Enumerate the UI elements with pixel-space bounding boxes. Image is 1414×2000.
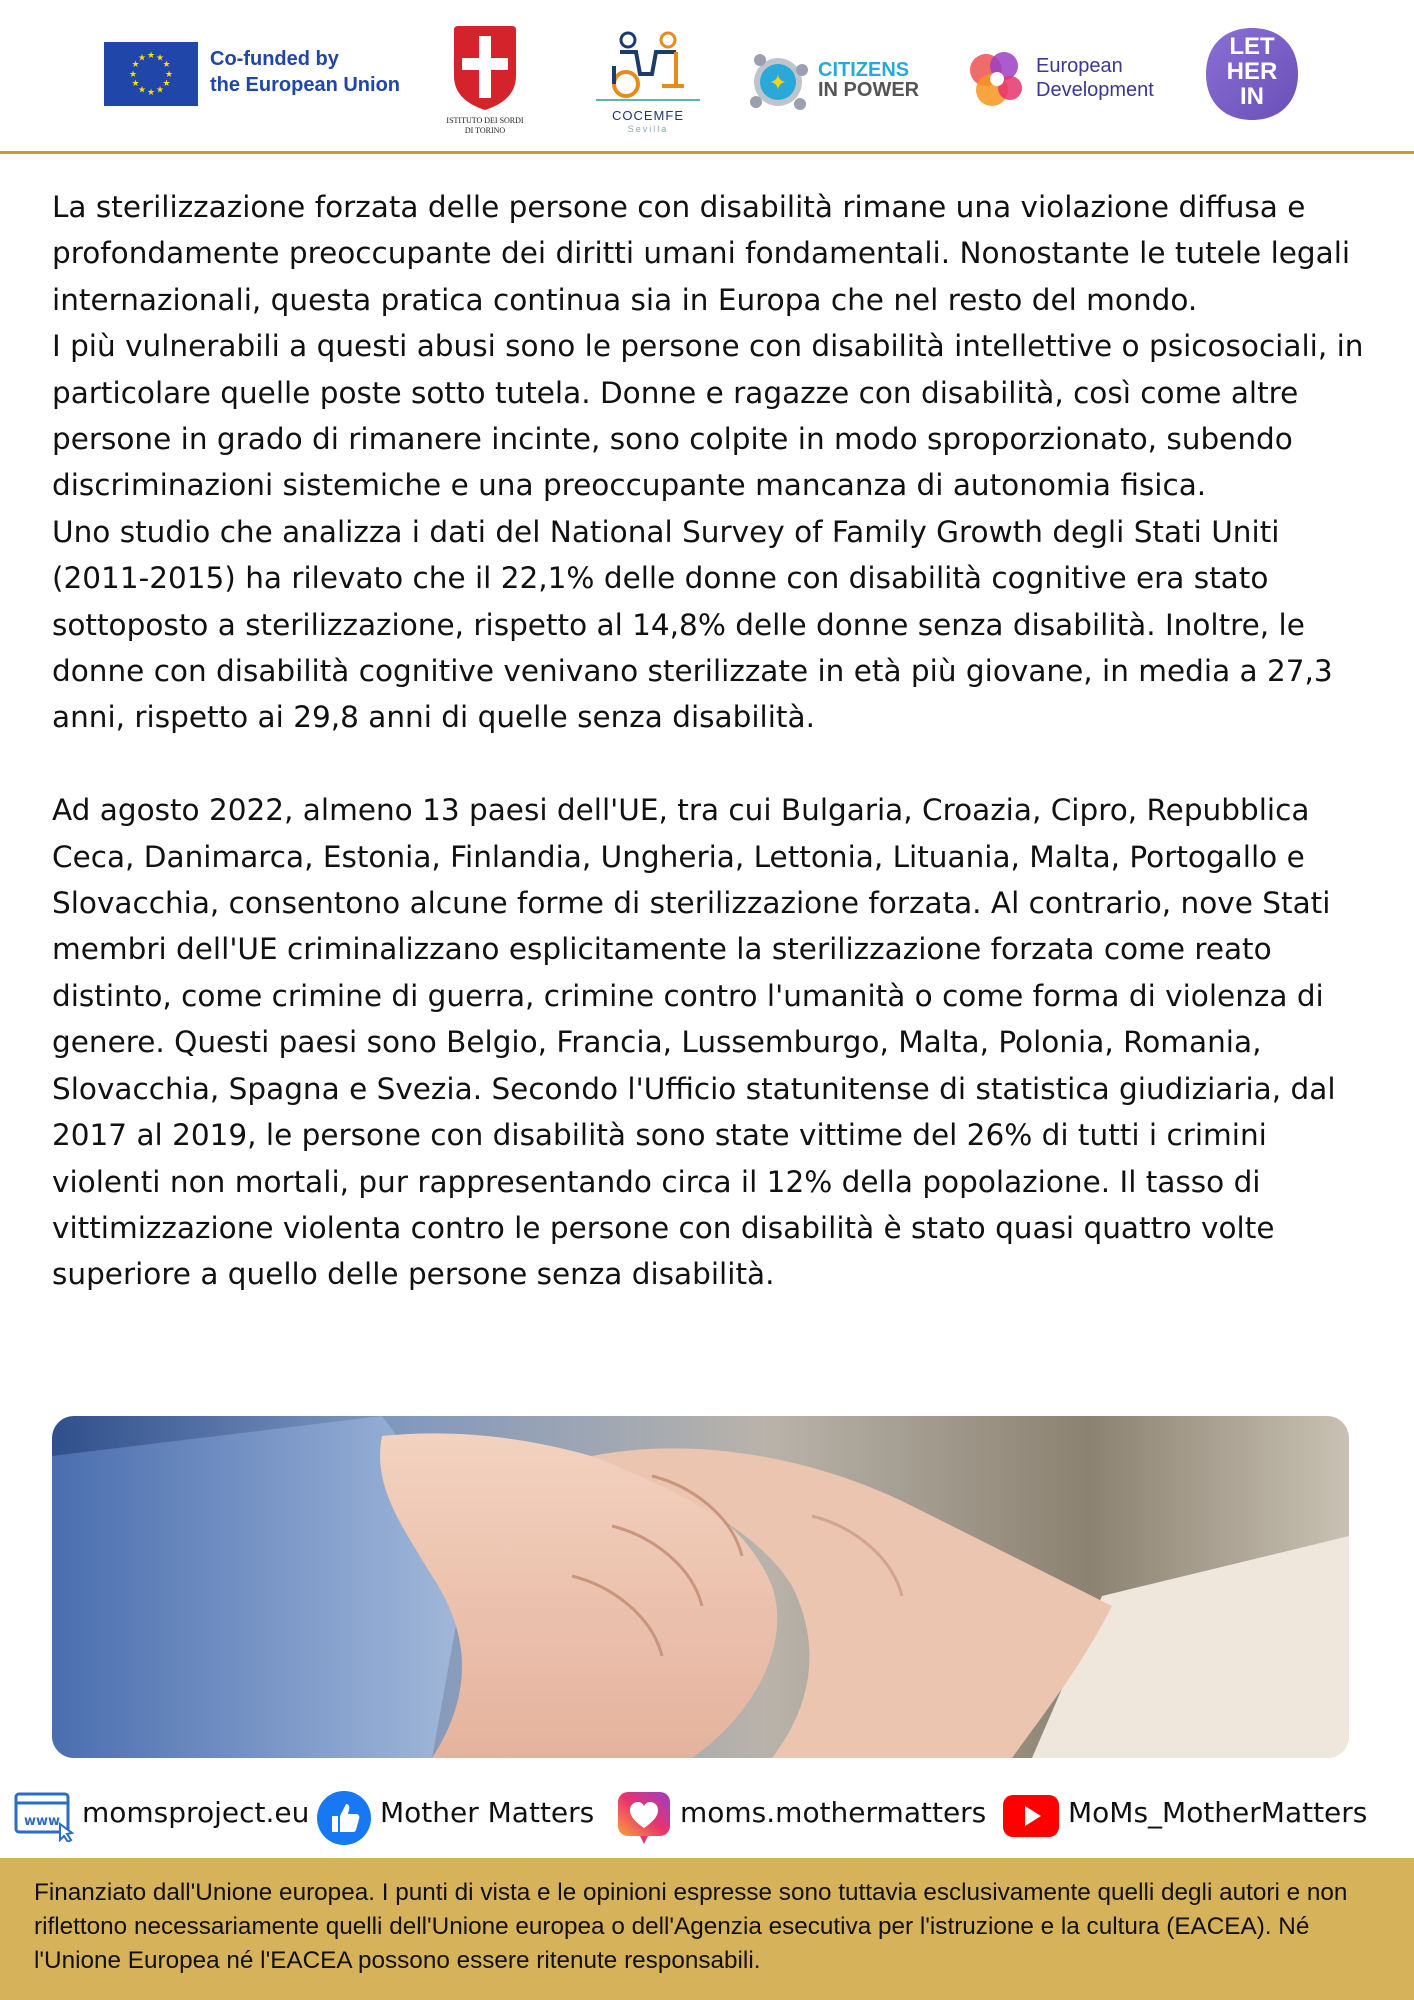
article-body [52, 184, 1372, 1298]
svg-text:★: ★ [146, 88, 156, 98]
citizens-in-power-icon [744, 48, 812, 116]
svg-text:★: ★ [155, 85, 165, 96]
social-facebook[interactable] [316, 1790, 606, 1842]
cip-line-1: CITIZENS [818, 59, 910, 81]
youtube-play-icon [1002, 1794, 1060, 1838]
svg-text:★: ★ [162, 60, 171, 70]
eu-line-2: the European Union [210, 74, 400, 96]
youtube-link[interactable]: MoMs_MotherMatters [1068, 1796, 1368, 1829]
holding-hands-photo [52, 1416, 1349, 1758]
lhi-line-1: LET [1229, 33, 1275, 60]
ed-line-1: European [1036, 55, 1123, 77]
social-instagram[interactable] [616, 1790, 986, 1842]
paragraph-3: Uno studio che analizza i dati del National Survey of Family Growth degli Stati Uniti (2011-2015) ha rilevato che il 22,1% delle donne con disabilità cognitive era stato sottoposto a sterilizzazione, rispetto al 14,8% delle donne senza disabilità. Inoltre, le donne con disabilità cognitive venivano sterilizzate in età più giovane, in media a 27,3 anni, rispetto ai 29,8 anni di quelle senza disabilità. [52, 514, 1333, 735]
eu-cofunded-text [210, 46, 400, 98]
torino-caption [430, 116, 540, 136]
instagram-heart-icon [616, 1790, 672, 1846]
paragraph-gap [52, 741, 1372, 787]
paragraph-4: Ad agosto 2022, almeno 13 paesi dell'UE, tra cui Bulgaria, Croazia, Cipro, Repubblica Ceca, Danimarca, Estonia, Finlandia, Ungheria, Lettonia, Lituania, Malta, Portogallo e Slovacchia, consentono alcune forme di sterilizzazione forzata. Al contrario, nove Stati membri dell'UE criminalizzano esplicitamente la sterilizzazione forzata come reato distinto, come crimine di guerra, crimine contro l'umanità o come forma di violenza di genere. Questi paesi sono Belgio, Francia, Lussemburgo, Malta, Polonia, Romania, Slovacchia, Spagna e Svezia. Secondo l'Ufficio statunitense di statistica giudiziaria, dal 2017 al 2019, le persone con disabilità sono state vittime del 26% di tutti i crimini violenti non mortali, pur rappresentando circa il 12% della popolazione. Il tasso di vittimizzazione violenta contro le persone con disabilità è stato quasi quattro volte superiore a quello delle persone senza disabilità. [52, 793, 1336, 1292]
ed-line-2: Development [1036, 79, 1154, 101]
thumbs-up-icon [316, 1790, 372, 1846]
social-youtube[interactable] [1002, 1790, 1402, 1842]
eu-disclaimer-footer [0, 1858, 1414, 2000]
social-website[interactable] [14, 1790, 310, 1842]
eu-disclaimer-text: Finanziato dall'Unione europea. I punti di vista e le opinioni espresse sono tuttavia esclusivamente quelli degli autori e non riflettono necessariamente quelli dell'Unione europea o dell'Agenzia esecutiva per l'istruzione e la cultura (EACEA). Né l'Unione Europea né l'EACEA possono essere ritenute responsabili. [34, 1879, 1348, 1974]
european-development-text [1036, 54, 1154, 102]
header-logos [0, 0, 1414, 154]
svg-text:★: ★ [137, 53, 147, 64]
svg-text:★: ★ [155, 53, 165, 64]
svg-text:★: ★ [164, 70, 174, 80]
eu-flag-icon [104, 42, 198, 106]
svg-text:★: ★ [146, 51, 156, 61]
paragraph-2: I più vulnerabili a questi abusi sono le persone con disabilità intellettive o psicosociali, in particolare quelle poste sotto tutela. Donne e ragazze con disabilità, così come altre persone in grado di rimanere incinte, sono colpite in modo sproporzionato, subendo discriminazioni sistemiche e una preoccupante mancanza di autonomia fisica. [52, 329, 1364, 503]
instagram-link[interactable]: moms.mothermatters [680, 1796, 987, 1829]
torino-caption-line-1: ISTITUTO DEI SORDI [446, 116, 524, 125]
citizens-in-power-text [818, 60, 919, 100]
lhi-line-3: IN [1240, 83, 1264, 110]
eu-line-1: Co-funded by [210, 48, 339, 70]
svg-text:★: ★ [128, 70, 138, 80]
cocemfe-sub: Sevilla [627, 124, 669, 134]
cocemfe-name: COCEMFE [612, 108, 684, 123]
svg-text:★: ★ [131, 79, 140, 89]
cip-line-2: IN POWER [818, 79, 920, 101]
globe-www-icon [14, 1790, 78, 1842]
european-development-icon [964, 46, 1030, 112]
lhi-line-2: HER [1226, 58, 1278, 85]
website-link[interactable]: momsproject.eu [82, 1796, 310, 1829]
facebook-link[interactable]: Mother Matters [380, 1796, 595, 1829]
svg-text:★: ★ [162, 79, 171, 89]
www-icon-text: www [23, 1814, 61, 1829]
let-her-in-text [1212, 34, 1292, 109]
paragraph-1: La sterilizzazione forzata delle persone con disabilità rimane una violazione diffusa e profondamente preoccupante dei diritti umani fondamentali. Nonostante le tutele legali internazionali, questa pratica continua sia in Europa che nel resto del mondo. [52, 190, 1351, 317]
svg-text:★: ★ [137, 85, 147, 96]
torino-caption-line-2: DI TORINO [464, 126, 506, 135]
svg-text:✦: ✦ [768, 71, 788, 96]
svg-text:★: ★ [131, 60, 140, 70]
